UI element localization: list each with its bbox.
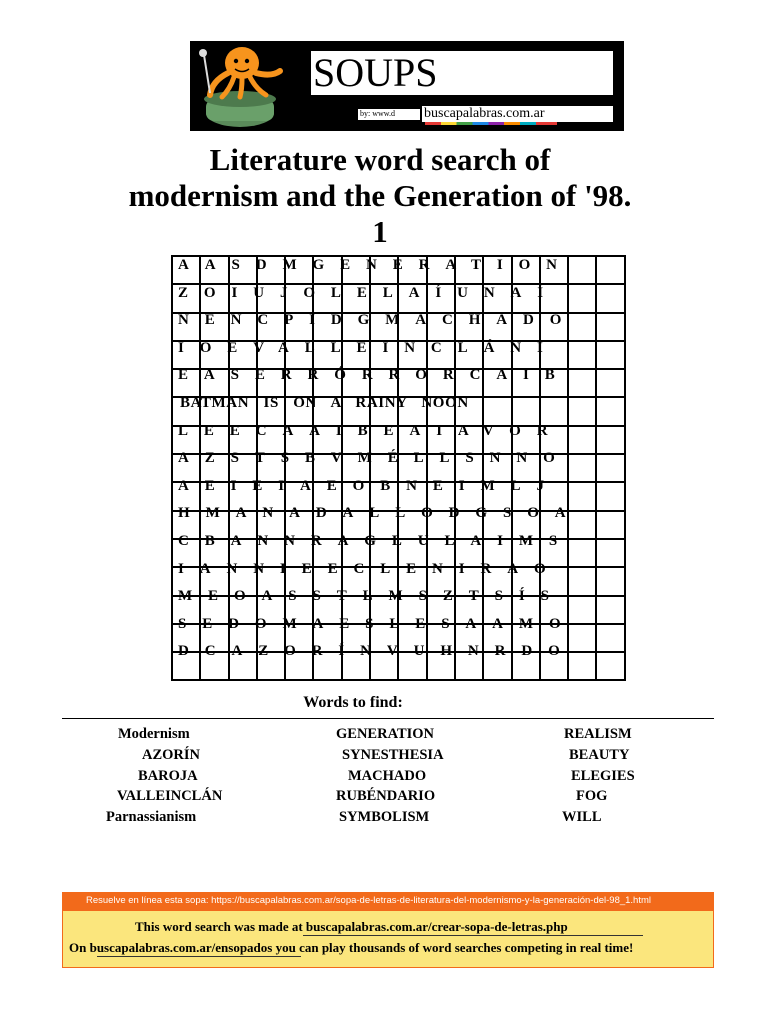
- grid-row-letters: MEOASSTLMSZTSÍS: [178, 588, 565, 605]
- grid-cell: [568, 369, 596, 397]
- grid-row-letters: EASERRÓRRORCAIB: [178, 367, 571, 384]
- word-item: BAROJA: [138, 768, 198, 784]
- word-item: WILL: [562, 809, 602, 825]
- grid-cell: [512, 397, 540, 425]
- grid-cell: [568, 397, 596, 425]
- grid-cell: [596, 511, 624, 539]
- play-text[interactable]: On buscapalabras.com.ar/ensopados you can play thousands of word searches competing in real time!: [69, 940, 634, 955]
- grid-cell: [540, 397, 568, 425]
- words-heading: Words to find:: [303, 694, 403, 711]
- grid-row-letters: AZSTSBVMÉLLSNNO: [178, 450, 571, 467]
- footer-box: [62, 910, 714, 968]
- grid-cell: [596, 624, 624, 652]
- title-line-2: modernism and the Generation of '98.: [128, 178, 632, 213]
- grid-cell: [568, 426, 596, 454]
- grid-row-letters: IANNIEECLENIRAO: [178, 560, 562, 577]
- grid-cell: [596, 369, 624, 397]
- word-item: RUBÉNDARIO: [336, 788, 436, 804]
- grid-cell: [596, 482, 624, 510]
- grid-cell: [596, 596, 624, 624]
- grid-cell: [596, 539, 624, 567]
- grid-row-letters: SEDOMAESLESAAMO: [178, 615, 577, 632]
- brand-title: SOUPS: [313, 50, 438, 95]
- site-box: [422, 106, 613, 122]
- online-link[interactable]: Resuelve en línea esta sopa: https://buscapalabras.com.ar/sopa-de-letras-de-literatura-del-modernismo-y-la-generación-del-98_1.html: [86, 895, 652, 906]
- grid-row-letters: CBANNRAGLULAIMS: [178, 533, 574, 549]
- octopus-pot-logo: [192, 41, 288, 131]
- word-item: AZORÍN: [142, 747, 201, 763]
- made-at-text[interactable]: This word search was made at buscapalabras.com.ar/crear-sopa-de-letras.php: [135, 919, 568, 934]
- word-item: Modernism: [118, 726, 190, 742]
- online-banner[interactable]: [62, 892, 714, 910]
- word-item: SYMBOLISM: [339, 809, 430, 825]
- grid-cell: [596, 652, 624, 680]
- grid-cell: [568, 284, 596, 312]
- page-title: [60, 142, 700, 250]
- link-underline: [97, 956, 301, 957]
- grid-row-letters: AASDMGENERATION: [178, 257, 573, 273]
- word-item: GENERATION: [336, 726, 435, 742]
- grid-row-letters: ZOIUJOLELAÍUNAÍ: [178, 284, 560, 301]
- site-name: buscapalabras.com.ar: [424, 106, 545, 121]
- title-line-1: Literature word search of: [209, 142, 551, 177]
- grid-row-letters: NENCPIDGMACHADO: [178, 312, 578, 329]
- byline-box: [358, 109, 420, 120]
- divider: [62, 718, 714, 719]
- grid-cell: [596, 454, 624, 482]
- color-strip: [425, 122, 557, 125]
- grid-row-letters: HMANADALLODGSOA: [178, 505, 582, 522]
- grid-cell: [596, 313, 624, 341]
- grid-row-letters: DCAZORÍNVUHNRDO: [178, 643, 576, 660]
- word-item: ELEGIES: [571, 768, 635, 784]
- grid-cell: [596, 426, 624, 454]
- word-item: VALLEINCLÁN: [117, 788, 223, 804]
- grid-row-letters: BATMAN IS ON A RAINY NOON: [180, 395, 469, 411]
- word-item: FOG: [576, 788, 608, 804]
- grid-cell: [568, 341, 596, 369]
- grid-cell: [596, 397, 624, 425]
- grid-cell: [596, 256, 624, 284]
- brand-box: [311, 51, 613, 95]
- grid-cell: [596, 341, 624, 369]
- grid-row-letters: IOEVALLEINCLÁNI: [178, 339, 559, 356]
- grid-cell: [568, 454, 596, 482]
- byline: by: www.d: [360, 109, 396, 118]
- grid-row-letters: LEECAAIBEAIAVOR: [178, 422, 564, 439]
- word-item: REALISM: [564, 726, 632, 742]
- grid-cell: [596, 567, 624, 595]
- word-item: SYNESTHESIA: [342, 747, 444, 763]
- word-item: BEAUTY: [569, 747, 630, 763]
- header-banner: [190, 41, 624, 131]
- grid-row-letters: AEIEIAEOBNEIMLJ: [178, 477, 560, 494]
- grid-cell: [568, 567, 596, 595]
- grid-cell: [483, 397, 511, 425]
- title-line-3: 1: [372, 214, 388, 249]
- word-item: Parnassianism: [106, 809, 197, 825]
- link-underline: [303, 935, 643, 936]
- grid-cell: [596, 284, 624, 312]
- word-item: MACHADO: [348, 768, 427, 784]
